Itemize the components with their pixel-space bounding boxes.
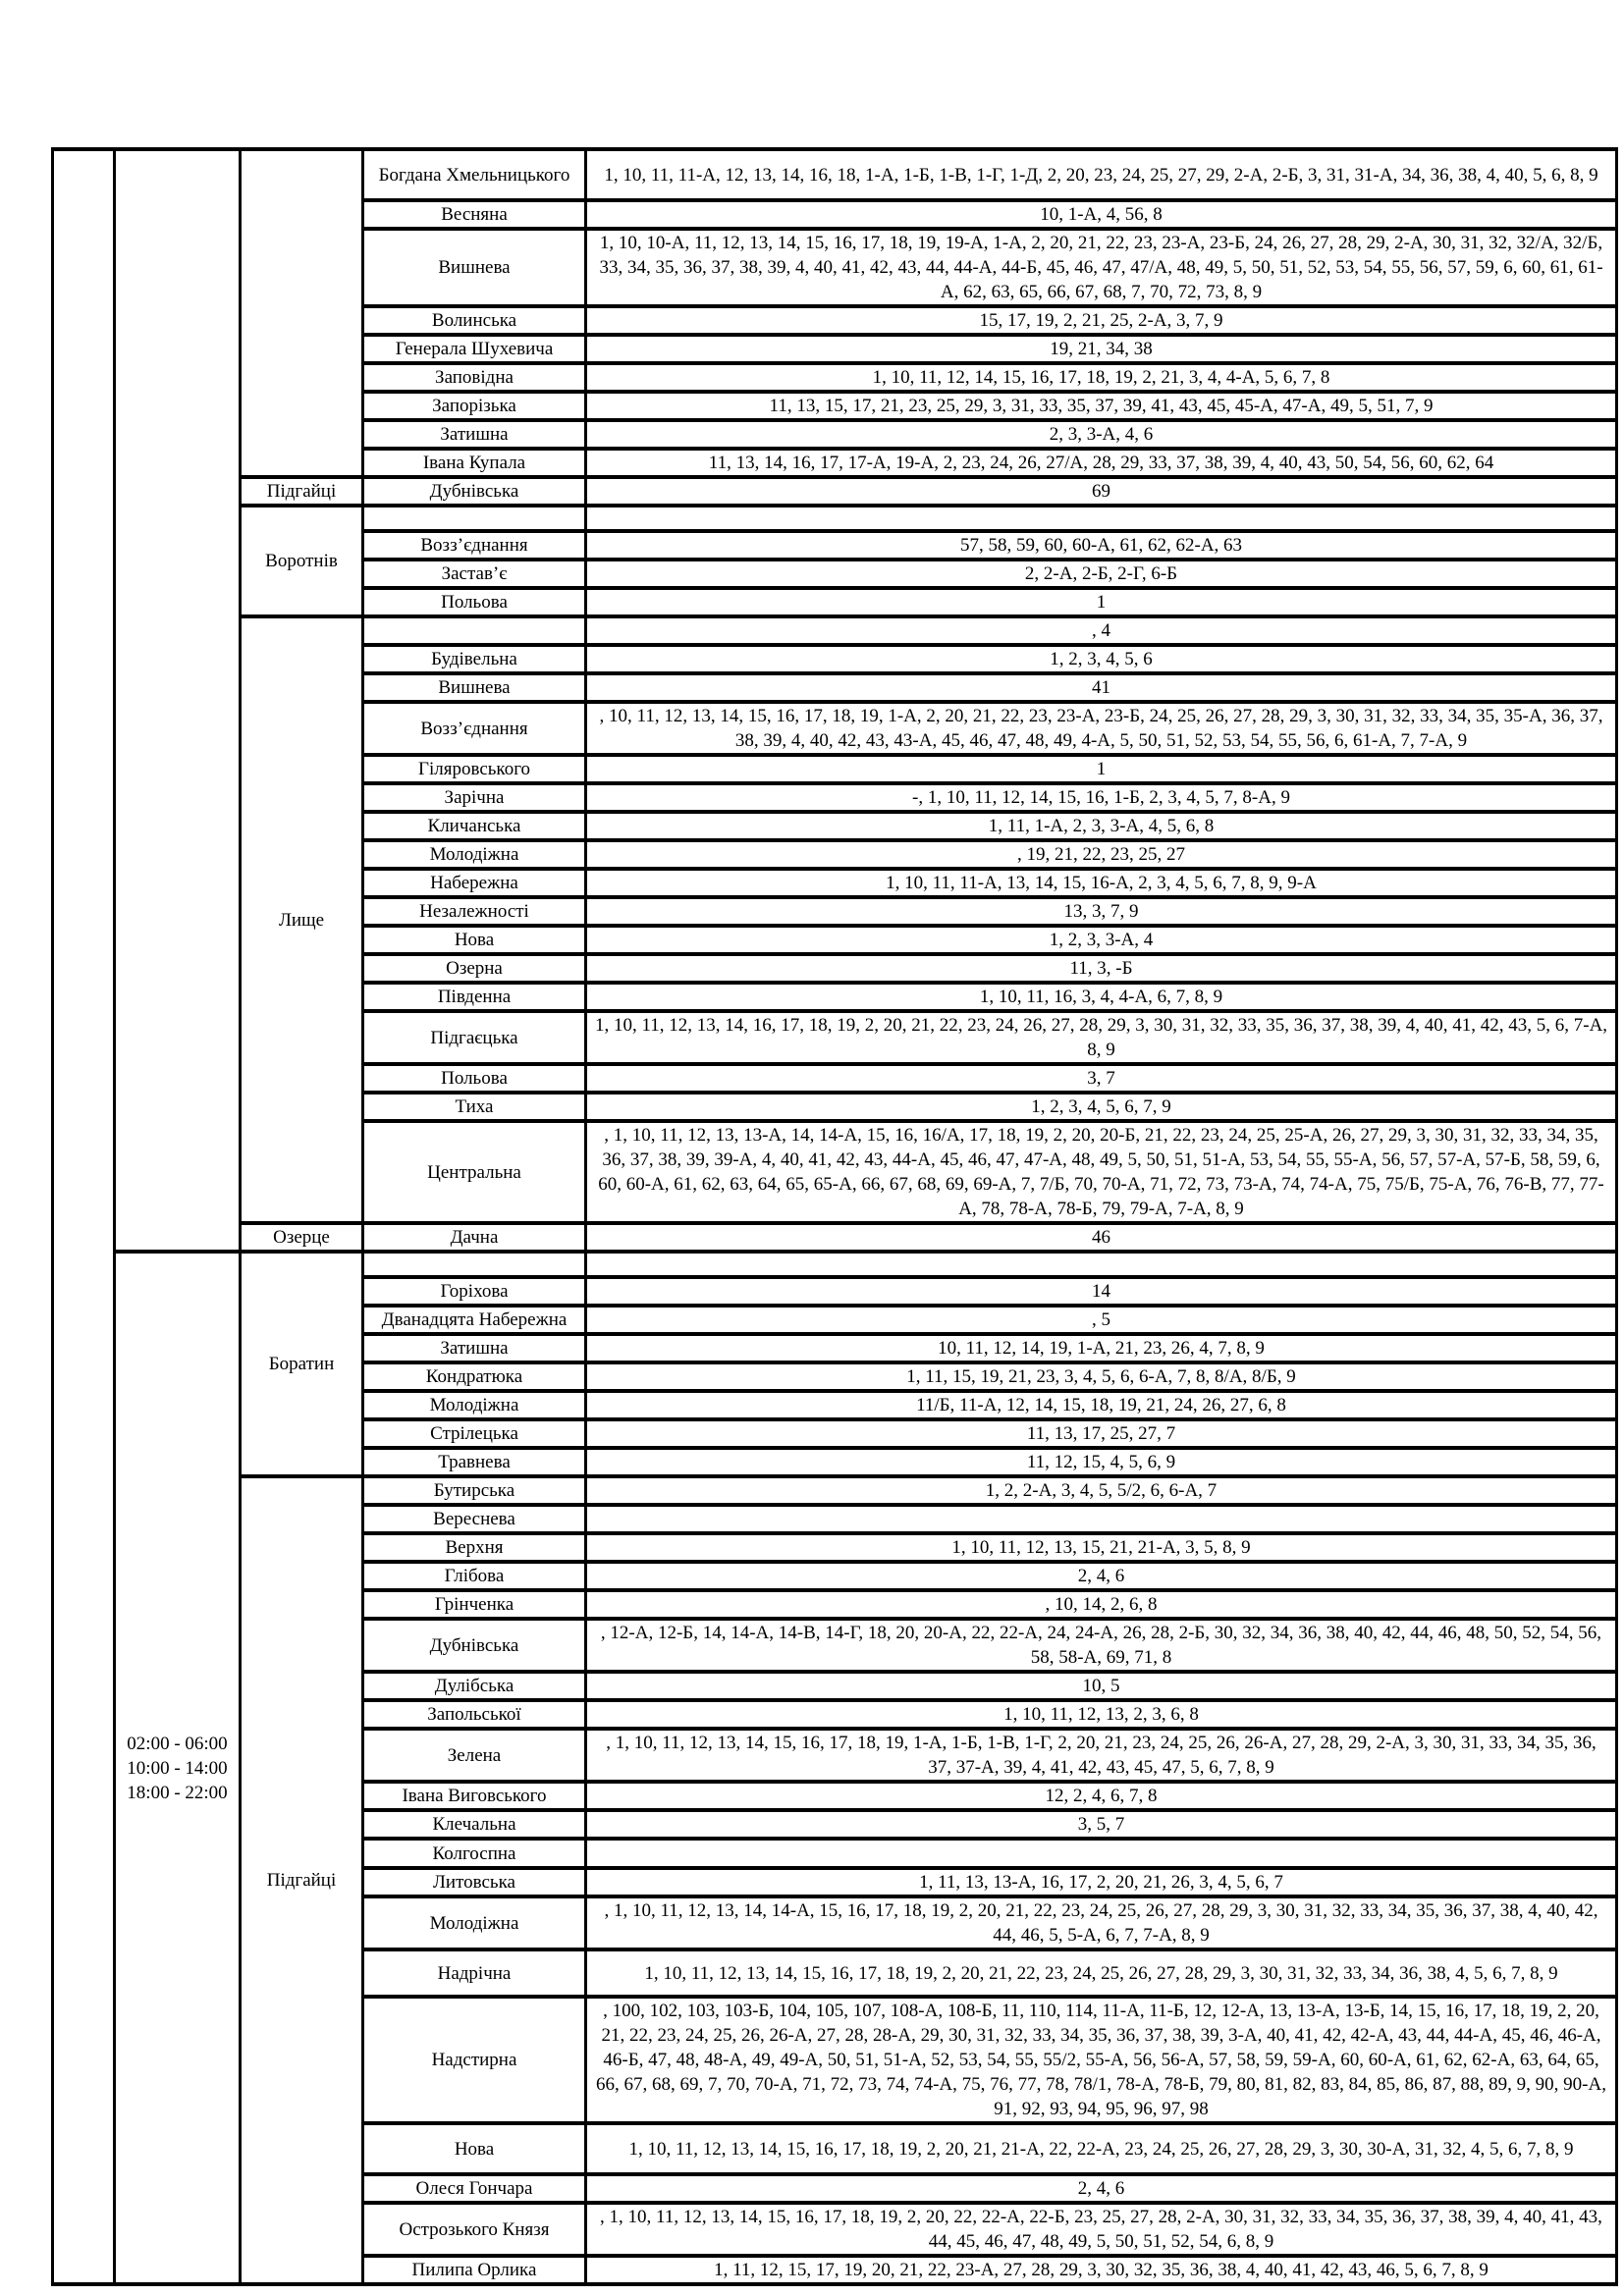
- street-cell: Дванадцята Набережна: [363, 1306, 586, 1334]
- time-range: 02:00 - 06:00: [127, 1733, 228, 1754]
- numbers-cell: 1, 10, 11, 16, 3, 4, 4-А, 6, 7, 8, 9: [586, 983, 1617, 1011]
- numbers-cell: [586, 506, 1617, 531]
- numbers-cell: 1, 10, 11, 12, 13, 14, 15, 16, 17, 18, 19, 2, 20, 21, 22, 23, 24, 25, 26, 27, 28, 29, 3, 30, 31, 32, 33, 34, 36, 38, 4, 5, 6, 7, 8, 9: [586, 1949, 1617, 1997]
- numbers-cell: 10, 5: [586, 1672, 1617, 1700]
- numbers-cell: [586, 1839, 1617, 1868]
- street-cell: Нова: [363, 926, 586, 954]
- street-cell: Підгаєцька: [363, 1011, 586, 1064]
- street-cell: Нова: [363, 2123, 586, 2174]
- numbers-cell: 1, 11, 13, 13-А, 16, 17, 2, 20, 21, 26, 3, 4, 5, 6, 7: [586, 1868, 1617, 1896]
- street-cell: Затишна: [363, 1334, 586, 1362]
- numbers-cell: 1, 10, 11, 11-А, 13, 14, 15, 16-А, 2, 3, 4, 5, 6, 7, 8, 9, 9-А: [586, 869, 1617, 897]
- street-cell: [363, 616, 586, 645]
- street-cell: Генерала Шухевича: [363, 335, 586, 363]
- numbers-cell: 3, 7: [586, 1064, 1617, 1093]
- numbers-cell: 2, 4, 6: [586, 1562, 1617, 1590]
- street-cell: Богдана Хмельницького: [363, 149, 586, 200]
- street-cell: Надстирна: [363, 1997, 586, 2123]
- street-cell: Польова: [363, 1064, 586, 1093]
- street-cell: Весняна: [363, 200, 586, 229]
- numbers-cell: , 4: [586, 616, 1617, 645]
- street-cell: [363, 1252, 586, 1277]
- street-cell: Зелена: [363, 1729, 586, 1782]
- numbers-cell: 19, 21, 34, 38: [586, 335, 1617, 363]
- numbers-cell: , 5: [586, 1306, 1617, 1334]
- street-cell: Зарічна: [363, 783, 586, 812]
- numbers-cell: , 1, 10, 11, 12, 13, 14, 14-А, 15, 16, 17, 18, 19, 2, 20, 21, 22, 23, 24, 25, 26, 27, 28, 29, 3, 30, 31, 32, 33, 34, 35, 36, 37, 38, 4, 40, 42, 44, 46, 5, 5-А, 6, 7, 7-А, 8, 9: [586, 1896, 1617, 1949]
- street-cell: Центральна: [363, 1121, 586, 1223]
- numbers-cell: [586, 1252, 1617, 1277]
- numbers-cell: , 1, 10, 11, 12, 13, 14, 15, 16, 17, 18, 19, 2, 20, 22, 22-А, 22-Б, 23, 25, 27, 28, 2-А, 30, 31, 32, 33, 34, 35, 36, 37, 38, 39, 4, 40, 41, 43, 44, 45, 46, 47, 48, 49, 5, 50, 51, 52, 54, 6, 8, 9: [586, 2203, 1617, 2256]
- table-row: [53, 506, 1617, 531]
- numbers-cell: 1, 10, 11, 12, 13, 14, 16, 17, 18, 19, 2, 20, 21, 22, 23, 24, 26, 27, 28, 29, 3, 30, 31, 32, 33, 35, 36, 37, 38, 39, 4, 40, 41, 42, 43, 5, 6, 7-А, 8, 9: [586, 1011, 1617, 1064]
- numbers-cell: 14: [586, 1277, 1617, 1306]
- numbers-cell: 1, 10, 11, 12, 13, 15, 21, 21-А, 3, 5, 8, 9: [586, 1533, 1617, 1562]
- street-cell: Пилипа Орлика: [363, 2256, 586, 2284]
- table-row: [53, 1252, 1617, 1277]
- numbers-cell: 1, 10, 11, 12, 13, 2, 3, 6, 8: [586, 1700, 1617, 1729]
- numbers-cell: 12, 2, 4, 6, 7, 8: [586, 1782, 1617, 1810]
- numbers-cell: 1: [586, 588, 1617, 616]
- street-cell: Клечальна: [363, 1810, 586, 1839]
- numbers-cell: , 1, 10, 11, 12, 13, 14, 15, 16, 17, 18, 19, 1-А, 1-Б, 1-В, 1-Г, 2, 20, 21, 23, 24, 25, 26, 26-А, 27, 28, 29, 2-А, 3, 30, 31, 33, 34, 35, 36, 37, 37-А, 39, 4, 41, 42, 43, 45, 47, 5, 6, 7, 8, 9: [586, 1729, 1617, 1782]
- numbers-cell: 10, 1-А, 4, 56, 8: [586, 200, 1617, 229]
- street-cell: Острозького Князя: [363, 2203, 586, 2256]
- numbers-cell: 1, 2, 2-А, 3, 4, 5, 5/2, 6, 6-А, 7: [586, 1476, 1617, 1505]
- settlement-cell: [241, 149, 363, 477]
- numbers-cell: 1, 10, 10-А, 11, 12, 13, 14, 15, 16, 17, 18, 19, 19-А, 1-А, 2, 20, 21, 22, 23, 23-А, 23-Б, 24, 26, 27, 28, 29, 2-А, 30, 31, 32, 32/А, 32/Б, 33, 34, 35, 36, 37, 38, 39, 4, 40, 41, 42, 43, 44, 44-А, 44-Б, 45, 46, 47, 47/А, 48, 49, 5, 50, 51, 52, 53, 54, 55, 56, 57, 59, 6, 60, 61, 61-А, 62, 63, 65, 66, 67, 68, 7, 70, 72, 73, 8, 9: [586, 229, 1617, 306]
- settlement-cell: Підгайці: [241, 477, 363, 506]
- street-cell: Вереснева: [363, 1505, 586, 1533]
- numbers-cell: 11, 3, -Б: [586, 954, 1617, 983]
- settlement-cell: Боратин: [241, 1252, 363, 1476]
- street-cell: Дулібська: [363, 1672, 586, 1700]
- street-cell: Гіляровського: [363, 755, 586, 783]
- numbers-cell: 1: [586, 755, 1617, 783]
- street-cell: Застав’є: [363, 560, 586, 588]
- time-range: 10:00 - 14:00: [127, 1757, 228, 1779]
- street-cell: Глібова: [363, 1562, 586, 1590]
- street-cell: [363, 506, 586, 531]
- street-cell: Вишнева: [363, 229, 586, 306]
- street-cell: Польова: [363, 588, 586, 616]
- table-row: [53, 616, 1617, 645]
- settlement-cell: Озерце: [241, 1223, 363, 1252]
- numbers-cell: 1, 10, 11, 12, 13, 14, 15, 16, 17, 18, 19, 2, 20, 21, 21-А, 22, 22-А, 23, 24, 25, 26, 27, 28, 29, 3, 30, 30-А, 31, 32, 4, 5, 6, 7, 8, 9: [586, 2123, 1617, 2174]
- numbers-cell: 57, 58, 59, 60, 60-А, 61, 62, 62-А, 63: [586, 531, 1617, 560]
- settlement-cell: Підгайці: [241, 1476, 363, 2284]
- street-cell: Травнева: [363, 1448, 586, 1476]
- street-cell: Колгоспна: [363, 1839, 586, 1868]
- street-cell: Дачна: [363, 1223, 586, 1252]
- settlement-cell: Лище: [241, 616, 363, 1223]
- street-cell: Івана Виговського: [363, 1782, 586, 1810]
- numbers-cell: 11, 12, 15, 4, 5, 6, 9: [586, 1448, 1617, 1476]
- table-row: [53, 1223, 1617, 1252]
- street-cell: Молодіжна: [363, 1391, 586, 1419]
- numbers-cell: 10, 11, 12, 14, 19, 1-А, 21, 23, 26, 4, 7, 8, 9: [586, 1334, 1617, 1362]
- street-cell: Тиха: [363, 1093, 586, 1121]
- street-cell: Олеся Гончара: [363, 2174, 586, 2203]
- numbers-cell: , 12-А, 12-Б, 14, 14-А, 14-В, 14-Г, 18, 20, 20-А, 22, 22-А, 24, 24-А, 26, 28, 2-Б, 30, 32, 34, 36, 38, 40, 42, 44, 46, 48, 50, 52, 54, 56, 58, 58-А, 69, 71, 8: [586, 1619, 1617, 1672]
- time-range: 18:00 - 22:00: [127, 1782, 228, 1803]
- numbers-cell: -, 1, 10, 11, 12, 14, 15, 16, 1-Б, 2, 3, 4, 5, 7, 8-А, 9: [586, 783, 1617, 812]
- street-cell: Набережна: [363, 869, 586, 897]
- outage-schedule-table: [51, 147, 1618, 2286]
- schedule-sheet: [51, 147, 1618, 2286]
- numbers-cell: 11, 13, 17, 25, 27, 7: [586, 1419, 1617, 1448]
- street-cell: Запорізька: [363, 392, 586, 420]
- numbers-cell: [586, 1505, 1617, 1533]
- street-cell: Молодіжна: [363, 1896, 586, 1949]
- numbers-cell: , 19, 21, 22, 23, 25, 27: [586, 840, 1617, 869]
- settlement-cell: Воротнів: [241, 506, 363, 616]
- time-cell: [115, 149, 241, 1252]
- numbers-cell: 11/Б, 11-А, 12, 14, 15, 18, 19, 21, 24, 26, 27, 6, 8: [586, 1391, 1617, 1419]
- street-cell: Заповідна: [363, 363, 586, 392]
- numbers-cell: 11, 13, 14, 16, 17, 17-А, 19-А, 2, 23, 24, 26, 27/А, 28, 29, 33, 37, 38, 39, 4, 40, 43, 50, 54, 56, 60, 62, 64: [586, 449, 1617, 477]
- street-cell: Незалежності: [363, 897, 586, 926]
- street-cell: Дубнівська: [363, 477, 586, 506]
- numbers-cell: 11, 13, 15, 17, 21, 23, 25, 29, 3, 31, 33, 35, 37, 39, 41, 43, 45, 45-А, 47-А, 49, 5, 51, 7, 9: [586, 392, 1617, 420]
- street-cell: Молодіжна: [363, 840, 586, 869]
- street-cell: Південна: [363, 983, 586, 1011]
- table-row: [53, 1476, 1617, 1505]
- numbers-cell: 1, 2, 3, 4, 5, 6, 7, 9: [586, 1093, 1617, 1121]
- numbers-cell: 1, 2, 3, 3-А, 4: [586, 926, 1617, 954]
- numbers-cell: 1, 2, 3, 4, 5, 6: [586, 645, 1617, 673]
- street-cell: Кондратюка: [363, 1362, 586, 1391]
- street-cell: Надрічна: [363, 1949, 586, 1997]
- street-cell: Вишнева: [363, 673, 586, 702]
- numbers-cell: 2, 3, 3-А, 4, 6: [586, 420, 1617, 449]
- table-row: [53, 149, 1617, 200]
- street-cell: Затишна: [363, 420, 586, 449]
- street-cell: Івана Купала: [363, 449, 586, 477]
- street-cell: Кличанська: [363, 812, 586, 840]
- numbers-cell: , 10, 11, 12, 13, 14, 15, 16, 17, 18, 19, 1-А, 2, 20, 21, 22, 23, 23-А, 23-Б, 24, 25, 26, 27, 28, 29, 3, 30, 31, 32, 33, 34, 35, 35-А, 36, 37, 38, 39, 4, 40, 42, 43, 43-А, 45, 46, 47, 48, 49, 4-А, 5, 50, 51, 52, 53, 54, 55, 56, 6, 61-А, 7, 7-А, 9: [586, 702, 1617, 755]
- street-cell: Литовська: [363, 1868, 586, 1896]
- numbers-cell: 13, 3, 7, 9: [586, 897, 1617, 926]
- numbers-cell: 2, 2-А, 2-Б, 2-Г, 6-Б: [586, 560, 1617, 588]
- numbers-cell: , 1, 10, 11, 12, 13, 13-А, 14, 14-А, 15, 16, 16/А, 17, 18, 19, 2, 20, 20-Б, 21, 22, 23, 24, 25, 25-А, 26, 27, 29, 3, 30, 31, 32, 33, 34, 35, 36, 37, 38, 39, 39-А, 4, 40, 41, 42, 43, 44-А, 45, 46, 47, 47-А, 48, 49, 5, 50, 51, 51-А, 53, 54, 55, 55-А, 56, 57, 57-А, 57-Б, 58, 59, 6, 60, 60-А, 61, 62, 63, 64, 65, 65-А, 66, 67, 68, 69, 69-А, 7, 7/Б, 70, 70-А, 71, 72, 73, 73-А, 74, 74-А, 75, 75/Б, 75-А, 76, 76-В, 77, 77-А, 78, 78-А, 78-Б, 79, 79-А, 7-А, 8, 9: [586, 1121, 1617, 1223]
- numbers-cell: 1, 11, 1-А, 2, 3, 3-А, 4, 5, 6, 8: [586, 812, 1617, 840]
- numbers-cell: 2, 4, 6: [586, 2174, 1617, 2203]
- street-cell: Волинська: [363, 306, 586, 335]
- numbers-cell: 1, 10, 11, 12, 14, 15, 16, 17, 18, 19, 2, 21, 3, 4, 4-А, 5, 6, 7, 8: [586, 363, 1617, 392]
- street-cell: Озерна: [363, 954, 586, 983]
- numbers-cell: 1, 11, 15, 19, 21, 23, 3, 4, 5, 6, 6-А, 7, 8, 8/А, 8/Б, 9: [586, 1362, 1617, 1391]
- street-cell: Возз’єднання: [363, 531, 586, 560]
- numbers-cell: 3, 5, 7: [586, 1810, 1617, 1839]
- numbers-cell: 46: [586, 1223, 1617, 1252]
- queue-cell: [53, 149, 115, 2284]
- time-cell: [115, 1252, 241, 2284]
- street-cell: Бутирська: [363, 1476, 586, 1505]
- numbers-cell: 1, 10, 11, 11-А, 12, 13, 14, 16, 18, 1-А, 1-Б, 1-В, 1-Г, 1-Д, 2, 20, 23, 24, 25, 27, 29, 2-А, 2-Б, 3, 31, 31-А, 34, 36, 38, 4, 40, 5, 6, 8, 9: [586, 149, 1617, 200]
- street-cell: Будівельна: [363, 645, 586, 673]
- street-cell: Дубнівська: [363, 1619, 586, 1672]
- table-row: [53, 477, 1617, 506]
- street-cell: Стрілецька: [363, 1419, 586, 1448]
- street-cell: Запольської: [363, 1700, 586, 1729]
- street-cell: Грінченка: [363, 1590, 586, 1619]
- numbers-cell: 41: [586, 673, 1617, 702]
- street-cell: Горіхова: [363, 1277, 586, 1306]
- numbers-cell: 15, 17, 19, 2, 21, 25, 2-А, 3, 7, 9: [586, 306, 1617, 335]
- numbers-cell: , 100, 102, 103, 103-Б, 104, 105, 107, 108-А, 108-Б, 11, 110, 114, 11-А, 11-Б, 12, 12-А, 13, 13-А, 13-Б, 14, 15, 16, 17, 18, 19, 2, 20, 21, 22, 23, 24, 25, 26, 26-А, 27, 28, 28-А, 29, 30, 31, 32, 33, 34, 35, 36, 37, 38, 39, 3-А, 40, 41, 42, 42-А, 43, 44, 44-А, 45, 46, 46-А, 46-Б, 47, 48, 48-А, 49, 49-А, 50, 51, 51-А, 52, 53, 54, 55, 55/2, 55-А, 56, 56-А, 57, 58, 59, 59-А, 60, 60-А, 61, 62, 62-А, 63, 64, 65, 66, 67, 68, 69, 7, 70, 70-А, 71, 72, 73, 74, 74-А, 75, 76, 77, 78, 78/1, 78-А, 78-Б, 79, 80, 81, 82, 83, 84, 85, 86, 87, 88, 89, 9, 90, 90-А, 91, 92, 93, 94, 95, 96, 97, 98: [586, 1997, 1617, 2123]
- numbers-cell: , 10, 14, 2, 6, 8: [586, 1590, 1617, 1619]
- street-cell: Возз’єднання: [363, 702, 586, 755]
- street-cell: Верхня: [363, 1533, 586, 1562]
- numbers-cell: 1, 11, 12, 15, 17, 19, 20, 21, 22, 23-А, 27, 28, 29, 3, 30, 32, 35, 36, 38, 4, 40, 41, 42, 43, 46, 5, 6, 7, 8, 9: [586, 2256, 1617, 2284]
- numbers-cell: 69: [586, 477, 1617, 506]
